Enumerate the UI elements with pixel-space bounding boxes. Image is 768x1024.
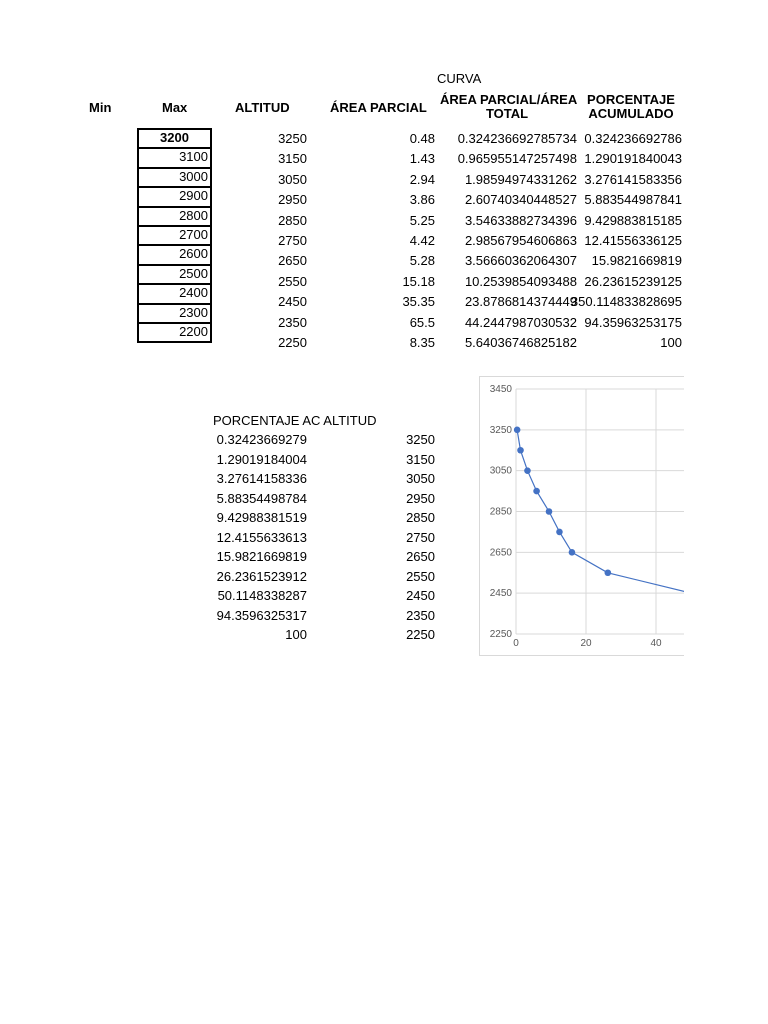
data-point [569, 549, 576, 556]
area-ratio-cell[interactable]: 44.2447987030532 [464, 314, 577, 330]
x-tick-label: 0 [513, 638, 519, 649]
area-ratio-cell[interactable]: 1.98594974331262 [464, 171, 577, 187]
area-ratio-cell[interactable]: 0.965955147257498 [457, 151, 577, 167]
porcentaje-ac-cell[interactable]: 12.4155633613 [216, 529, 307, 545]
area-ratio-cell[interactable]: 2.60740340448527 [464, 192, 577, 208]
max-cell[interactable]: 2900 [137, 186, 212, 205]
x-tick-label: 40 [650, 638, 662, 649]
max-cell[interactable]: 2300 [137, 303, 212, 322]
porcentaje-acumulado-cell[interactable]: 9.429883815185 [584, 212, 682, 228]
porcentaje-ac-cell[interactable]: 100 [285, 627, 307, 642]
porcentaje-acumulado-cell[interactable]: 12.41556336125 [584, 233, 682, 248]
area-parcial-cell[interactable]: 2.94 [409, 171, 435, 187]
altitud-ac-cell[interactable]: 2250 [406, 627, 435, 642]
max-cell[interactable]: 3100 [137, 147, 212, 166]
porcentaje-ac-cell[interactable]: 9.42988381519 [216, 510, 307, 525]
altitud-ac-cell[interactable]: 3050 [406, 471, 435, 486]
altitud-cell[interactable]: 2950 [278, 192, 307, 208]
y-tick-label: 2450 [489, 588, 512, 600]
header-area-parcial: ÁREA PARCIAL [330, 100, 427, 115]
area-parcial-cell[interactable]: 5.28 [409, 253, 435, 269]
area-parcial-cell[interactable]: 8.35 [409, 335, 435, 350]
second-table-header: PORCENTAJE AC ALTITUD [213, 413, 377, 428]
area-parcial-cell[interactable]: 15.18 [402, 273, 435, 289]
data-point [514, 427, 521, 434]
altitud-ac-cell[interactable]: 2650 [406, 549, 435, 564]
porcentaje-ac-cell[interactable]: 50.1148338287 [217, 588, 307, 603]
altitud-ac-cell[interactable]: 2450 [406, 588, 435, 603]
header-area-ratio-line2: TOTAL [485, 106, 529, 121]
porcentaje-ac-cell[interactable]: 5.88354498784 [216, 490, 307, 506]
altitud-cell[interactable]: 2550 [278, 273, 307, 289]
porcentaje-ac-cell[interactable]: 94.3596325317 [216, 607, 307, 623]
header-porcentaje-line1: PORCENTAJE [587, 92, 675, 107]
data-point [533, 488, 540, 495]
area-ratio-cell[interactable]: 2.98567954606863 [464, 233, 577, 248]
data-point [556, 529, 563, 536]
area-ratio-cell[interactable]: 0.324236692785734 [457, 131, 577, 146]
max-cell[interactable]: 2200 [137, 322, 212, 343]
area-parcial-cell[interactable]: 35.35 [402, 294, 435, 310]
area-ratio-cell[interactable]: 3.54633882734396 [464, 212, 577, 228]
y-tick-label: 3050 [489, 465, 512, 477]
area-altitude-chart [479, 376, 684, 656]
altitud-cell[interactable]: 2250 [278, 335, 307, 350]
header-min: Min [89, 100, 112, 115]
max-cell[interactable]: 2500 [137, 264, 212, 283]
altitud-cell[interactable]: 2450 [278, 294, 307, 310]
header-max: Max [162, 100, 188, 115]
altitud-ac-cell[interactable]: 2850 [406, 510, 435, 525]
area-ratio-cell[interactable]: 10.2539854093488 [464, 273, 577, 289]
porcentaje-ac-cell[interactable]: 3.27614158336 [216, 471, 307, 486]
area-ratio-cell[interactable]: 3.56660362064307 [464, 253, 577, 269]
y-tick-label: 3450 [489, 384, 512, 395]
max-cell[interactable]: 2600 [137, 244, 212, 263]
area-parcial-cell[interactable]: 5.25 [409, 212, 435, 228]
porcentaje-ac-cell[interactable]: 1.29019184004 [216, 451, 307, 467]
porcentaje-ac-cell[interactable]: 0.32423669279 [216, 432, 307, 447]
max-cell[interactable]: 3200 [137, 128, 212, 147]
altitud-cell[interactable]: 2350 [278, 314, 307, 330]
data-point [517, 447, 524, 454]
header-area-ratio-line1: ÁREA PARCIAL/ÁREA [440, 92, 578, 107]
header-porcentaje [584, 93, 678, 121]
area-parcial-cell[interactable]: 1.43 [409, 151, 435, 167]
altitud-cell[interactable]: 3050 [278, 171, 307, 187]
header-porcentaje-line2: ACUMULADO [588, 106, 674, 121]
y-tick-label: 2850 [489, 506, 512, 518]
area-parcial-cell[interactable]: 0.48 [409, 131, 435, 146]
altitud-cell[interactable]: 2650 [278, 253, 307, 269]
altitud-cell[interactable]: 3250 [278, 131, 307, 146]
data-point [524, 467, 531, 474]
area-parcial-cell[interactable]: 4.42 [409, 233, 435, 248]
porcentaje-acumulado-cell[interactable]: 350.114833828695 [570, 294, 682, 310]
area-parcial-cell[interactable]: 65.5 [409, 314, 435, 330]
curve-title: CURVA [437, 71, 482, 86]
porcentaje-acumulado-cell[interactable]: 26.23615239125 [584, 273, 682, 289]
porcentaje-acumulado-cell[interactable]: 3.276141583356 [584, 171, 682, 187]
porcentaje-acumulado-cell[interactable]: 94.35963253175 [584, 314, 682, 330]
porcentaje-acumulado-cell[interactable]: 1.290191840043 [584, 151, 682, 167]
altitud-cell[interactable]: 2850 [278, 212, 307, 228]
y-tick-label: 2250 [489, 629, 512, 640]
porcentaje-ac-cell[interactable]: 26.2361523912 [216, 568, 307, 584]
area-parcial-cell[interactable]: 3.86 [409, 192, 435, 208]
chart-svg [480, 377, 684, 656]
porcentaje-acumulado-cell[interactable]: 100 [660, 335, 682, 350]
y-tick-label: 2650 [489, 547, 512, 559]
area-ratio-cell[interactable]: 23.8786814374449 [464, 294, 577, 310]
altitud-ac-cell[interactable]: 3150 [406, 451, 435, 467]
series-line [517, 430, 684, 634]
porcentaje-acumulado-cell[interactable]: 0.324236692786 [584, 131, 682, 146]
header-altitud: ALTITUD [235, 100, 290, 115]
altitud-ac-cell[interactable]: 2550 [406, 568, 435, 584]
y-tick-label: 3250 [489, 424, 512, 436]
header-area-ratio [440, 92, 578, 121]
max-cell[interactable]: 3000 [137, 167, 212, 186]
porcentaje-ac-cell[interactable]: 15.9821669819 [216, 549, 307, 564]
altitud-ac-cell[interactable]: 2350 [406, 607, 435, 623]
altitud-cell[interactable]: 2750 [278, 233, 307, 248]
porcentaje-acumulado-cell[interactable]: 5.883544987841 [584, 192, 682, 208]
area-ratio-cell[interactable]: 5.64036746825182 [464, 335, 577, 350]
max-cell[interactable]: 2700 [137, 225, 212, 244]
altitud-ac-cell[interactable]: 3250 [406, 432, 435, 447]
max-cell[interactable]: 2400 [137, 283, 212, 302]
max-cell[interactable]: 2800 [137, 206, 212, 225]
data-point [605, 569, 612, 576]
data-point [546, 508, 553, 515]
altitud-ac-cell[interactable]: 2750 [406, 529, 435, 545]
altitud-cell[interactable]: 3150 [278, 151, 307, 167]
max-column [137, 128, 212, 343]
x-tick-label: 20 [580, 638, 592, 649]
porcentaje-acumulado-cell[interactable]: 15.9821669819 [591, 253, 682, 269]
altitud-ac-cell[interactable]: 2950 [406, 490, 435, 506]
